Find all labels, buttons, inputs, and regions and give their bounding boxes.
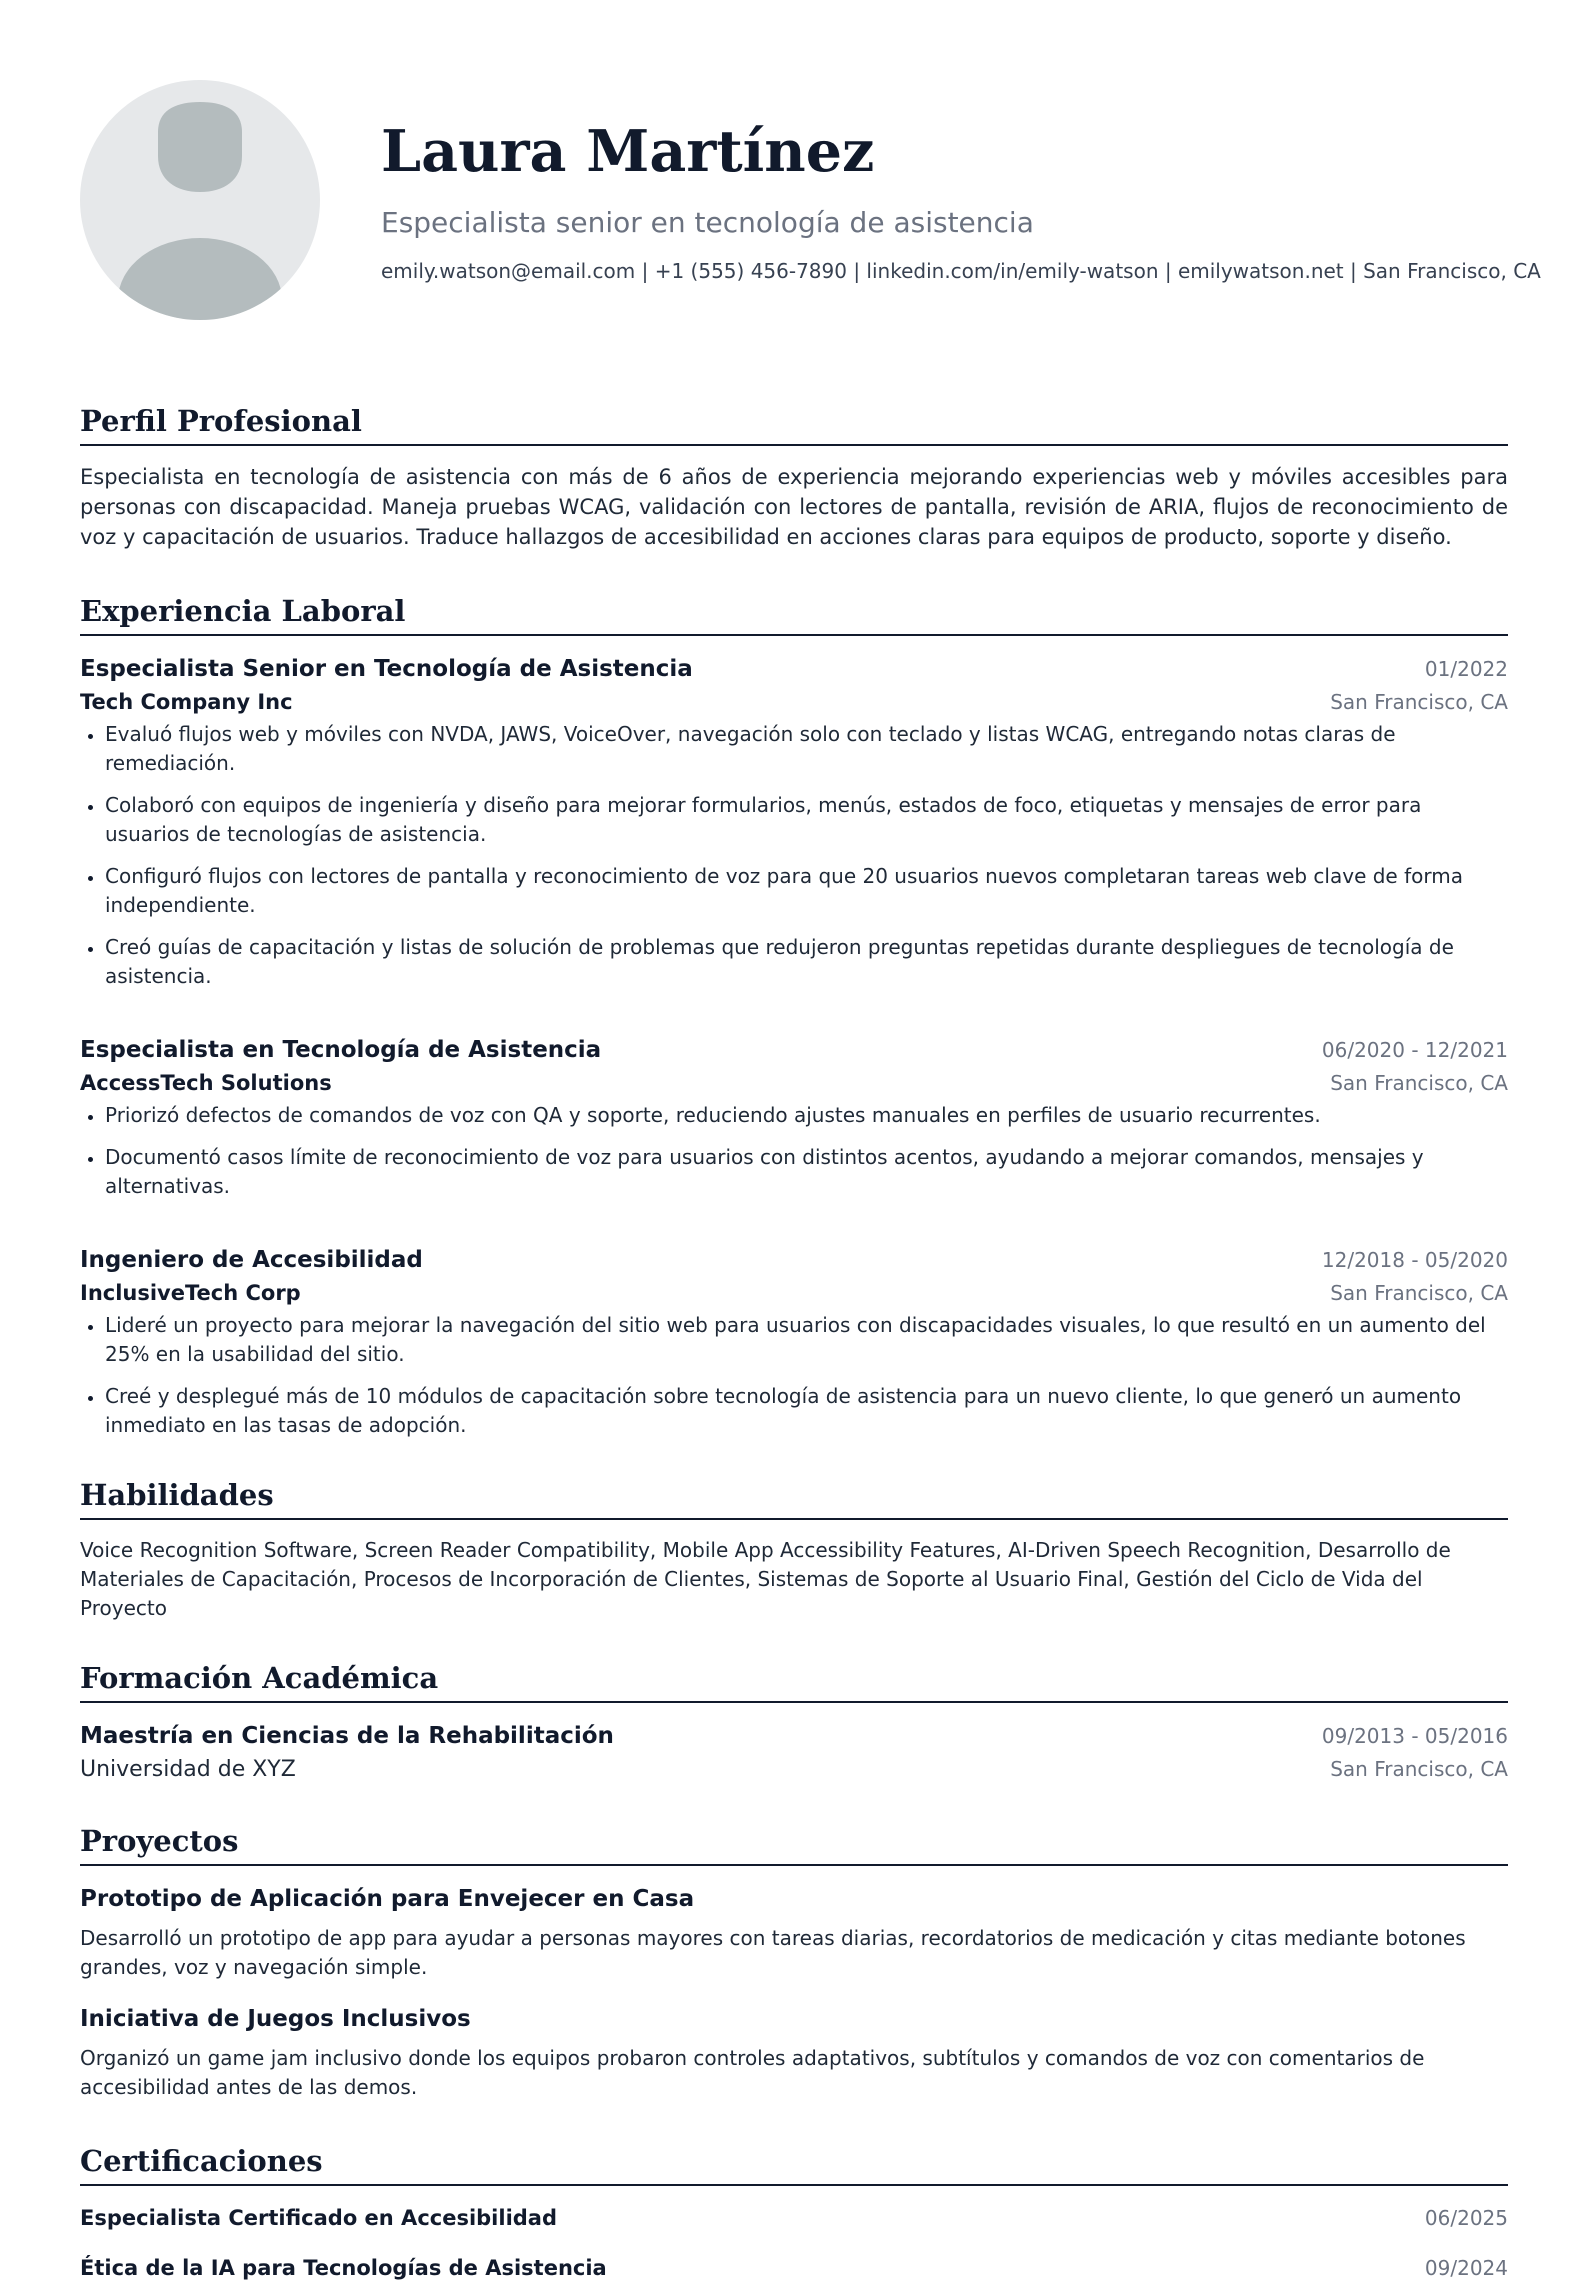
job-location: San Francisco, CA xyxy=(1330,1281,1508,1305)
degree-title: Maestría en Ciencias de la Rehabilitación xyxy=(80,1723,614,1749)
profile-section xyxy=(80,402,1508,552)
project-title: Iniciativa de Juegos Inclusivos xyxy=(80,2006,471,2032)
company-name: InclusiveTech Corp xyxy=(80,1281,301,1305)
education-entry xyxy=(80,1719,1508,1786)
certification-date: 09/2024 xyxy=(1424,2256,1508,2280)
avatar xyxy=(80,80,320,320)
section-heading: Habilidades xyxy=(80,1476,1508,1520)
skills-list: Voice Recognition Software, Screen Reader Compatibility, Mobile App Accessibility Features, AI-Driven Speech Recognition, Desarrollo de Materiales de Capacitación, Procesos de Incorporación de Clientes, Sistemas de Soporte al Usuario Final, Gestión del Ciclo de Vida del Proyecto xyxy=(80,1538,1451,1620)
certification-date: 06/2025 xyxy=(1424,2206,1508,2230)
candidate-title: Especialista senior en tecnología de asistencia xyxy=(381,206,1034,239)
education-location: San Francisco, CA xyxy=(1330,1757,1508,1781)
list-item: Priorizó defectos de comandos de voz con QA y soporte, reduciendo ajustes manuales en perfiles de usuario recurrentes. xyxy=(80,1101,1508,1130)
project-description: Desarrolló un prototipo de app para ayudar a personas mayores con tareas diarias, recordatorios de medicación y citas mediante botones grandes, voz y navegación simple. xyxy=(80,1926,1466,1979)
certification-entry xyxy=(80,2202,1508,2234)
profile-summary: Especialista en tecnología de asistencia con más de 6 años de experiencia mejorando experiencias web y móviles accesibles para personas con discapacidad. Maneja pruebas WCAG, validación con lectores de pantalla, revisión de ARIA, flujos de reconocimiento de voz y capacitación de usuarios. Traduce hallazgos de accesibilidad en acciones claras para equipos de producto, soporte y diseño. xyxy=(80,465,1508,549)
company-name: AccessTech Solutions xyxy=(80,1071,332,1095)
job-date: 01/2022 xyxy=(1424,657,1508,681)
job-entry xyxy=(80,652,1508,991)
job-bullets xyxy=(80,720,1508,991)
job-date: 06/2020 - 12/2021 xyxy=(1321,1038,1508,1062)
job-title: Ingeniero de Accesibilidad xyxy=(80,1247,423,1273)
education-section xyxy=(80,1659,1508,1786)
job-bullets xyxy=(80,1101,1508,1201)
list-item: Creé y desplegué más de 10 módulos de capacitación sobre tecnología de asistencia para un nuevo cliente, lo que generó un aumento inmediato en las tasas de adopción. xyxy=(80,1382,1508,1440)
list-item: Configuró flujos con lectores de pantalla y reconocimiento de voz para que 20 usuarios nuevos completaran tareas web clave de forma independiente. xyxy=(80,862,1508,920)
section-heading: Proyectos xyxy=(80,1822,1508,1866)
project-entry xyxy=(80,1882,1508,1982)
job-title: Especialista Senior en Tecnología de Asistencia xyxy=(80,656,693,682)
project-title: Prototipo de Aplicación para Envejecer en Casa xyxy=(80,1886,695,1912)
project-description: Organizó un game jam inclusivo donde los equipos probaron controles adaptativos, subtítulos y comandos de voz con comentarios de accesibilidad antes de las demos. xyxy=(80,2046,1425,2099)
resume-header xyxy=(80,0,1541,322)
job-bullets xyxy=(80,1311,1508,1440)
person-silhouette-icon xyxy=(80,80,320,320)
certification-name: Ética de la IA para Tecnologías de Asistencia xyxy=(80,2256,607,2280)
job-date: 12/2018 - 05/2020 xyxy=(1321,1248,1508,1272)
projects-section xyxy=(80,1822,1508,2102)
project-entry xyxy=(80,2002,1508,2102)
job-title: Especialista en Tecnología de Asistencia xyxy=(80,1037,602,1063)
certification-name: Especialista Certificado en Accesibilidad xyxy=(80,2206,558,2230)
job-location: San Francisco, CA xyxy=(1330,1071,1508,1095)
list-item: Creó guías de capacitación y listas de solución de problemas que redujeron preguntas repetidas durante despliegues de tecnología de asistencia. xyxy=(80,933,1508,991)
job-entry xyxy=(80,1243,1508,1440)
certifications-section xyxy=(80,2142,1508,2284)
list-item: Colaboró con equipos de ingeniería y diseño para mejorar formularios, menús, estados de foco, etiquetas y mensajes de error para usuarios de tecnologías de asistencia. xyxy=(80,791,1508,849)
skills-section xyxy=(80,1476,1508,1623)
list-item: Evaluó flujos web y móviles con NVDA, JAWS, VoiceOver, navegación solo con teclado y listas WCAG, entregando notas claras de remediación. xyxy=(80,720,1508,778)
education-date: 09/2013 - 05/2016 xyxy=(1321,1724,1508,1748)
section-heading: Certificaciones xyxy=(80,2142,1508,2186)
list-item: Lideré un proyecto para mejorar la navegación del sitio web para usuarios con discapacidades visuales, lo que resultó en un aumento del 25% en la usabilidad del sitio. xyxy=(80,1311,1508,1369)
list-item: Documentó casos límite de reconocimiento de voz para usuarios con distintos acentos, ayudando a mejorar comandos, mensajes y alternativas. xyxy=(80,1143,1508,1201)
experience-section xyxy=(80,592,1508,1440)
section-heading: Experiencia Laboral xyxy=(80,592,1508,636)
candidate-name: Laura Martínez xyxy=(381,118,875,185)
certification-entry xyxy=(80,2252,1508,2284)
job-entry xyxy=(80,1033,1508,1201)
contact-line: emily.watson@email.com | +1 (555) 456-7890 | linkedin.com/in/emily-watson | emilywatson.net | San Francisco, CA xyxy=(381,259,1541,283)
institution-name: Universidad de XYZ xyxy=(80,1757,296,1782)
company-name: Tech Company Inc xyxy=(80,690,293,714)
section-heading: Formación Académica xyxy=(80,1659,1508,1703)
section-heading: Perfil Profesional xyxy=(80,402,1508,446)
job-location: San Francisco, CA xyxy=(1330,690,1508,714)
